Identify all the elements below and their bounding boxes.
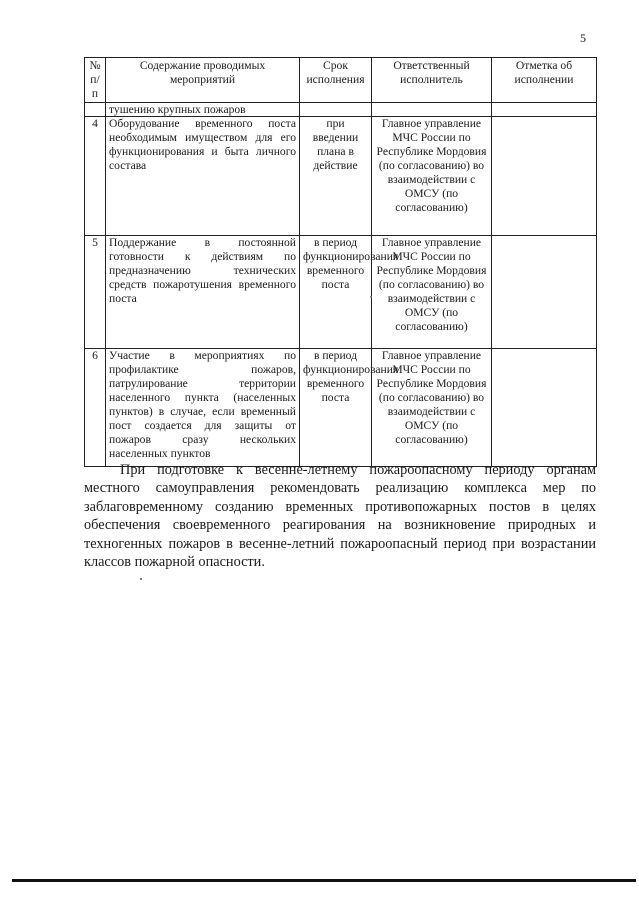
header-responsible: Ответственный исполнитель: [372, 58, 492, 103]
page-bottom-rule: [12, 879, 636, 882]
table-row-continuation: [85, 103, 597, 117]
body-paragraph: При подготовке к весенне-летнему пожароопасному периоду органам местного самоуправления рекомендовать реализацию комплекса мер по заблаговременному созданию временных противопожарных постов в целях обеспечения своевременного реагирования на возникновение природных и техногенных пожаров в весенне-летний пожароопасный период при возрастании классов пожарной опасности.: [84, 462, 596, 571]
cell-mark: [492, 103, 597, 117]
cell-term: в период функционирования временного поста: [300, 236, 372, 349]
header-term: Срок исполнения: [300, 58, 372, 103]
cell-number: 5: [85, 236, 106, 349]
cell-content: тушению крупных пожаров: [106, 103, 300, 117]
cell-term: в период функционирования временного поста: [300, 349, 372, 467]
cell-responsible: Главное управление МЧС России по Республике Мордовия (по согласованию) во взаимодействии с ОМСУ (по согласованию): [372, 349, 492, 467]
scan-speck: [140, 578, 142, 580]
cell-responsible: Главное управление МЧС России по Республике Мордовия (по согласованию) во взаимодействии с ОМСУ (по согласованию): [372, 236, 492, 349]
cell-mark: [492, 236, 597, 349]
table-row: [85, 349, 597, 467]
cell-content: Поддержание в постоянной готовности к действиям по предназначению технических средств пожаротушения временного поста: [106, 236, 300, 349]
table-header-row: [85, 58, 597, 103]
scan-speck: [370, 296, 372, 298]
cell-term: при введении плана в действие: [300, 117, 372, 236]
cell-responsible: Главное управление МЧС России по Республике Мордовия (по согласованию) во взаимодействии с ОМСУ (по согласованию): [372, 117, 492, 236]
cell-content: Участие в мероприятиях по профилактике пожаров, патрулирование территории населенного пункта (населенных пунктов) в случае, если временный пост создается для защиты от пожаров сразу нескольких населенных пунктов: [106, 349, 300, 467]
page-number: 5: [580, 31, 586, 45]
cell-term: [300, 103, 372, 117]
cell-number: 4: [85, 117, 106, 236]
table-row: [85, 236, 597, 349]
cell-number: [85, 103, 106, 117]
table-row: [85, 117, 597, 236]
cell-content: Оборудование временного поста необходимым имуществом для его функционирования и быта личного состава: [106, 117, 300, 236]
header-number: № п/п: [85, 58, 106, 103]
cell-mark: [492, 117, 597, 236]
activities-table: [84, 57, 597, 467]
cell-mark: [492, 349, 597, 467]
header-mark: Отметка об исполнении: [492, 58, 597, 103]
cell-number: 6: [85, 349, 106, 467]
cell-responsible: [372, 103, 492, 117]
header-content: Содержание проводимых мероприятий: [106, 58, 300, 103]
